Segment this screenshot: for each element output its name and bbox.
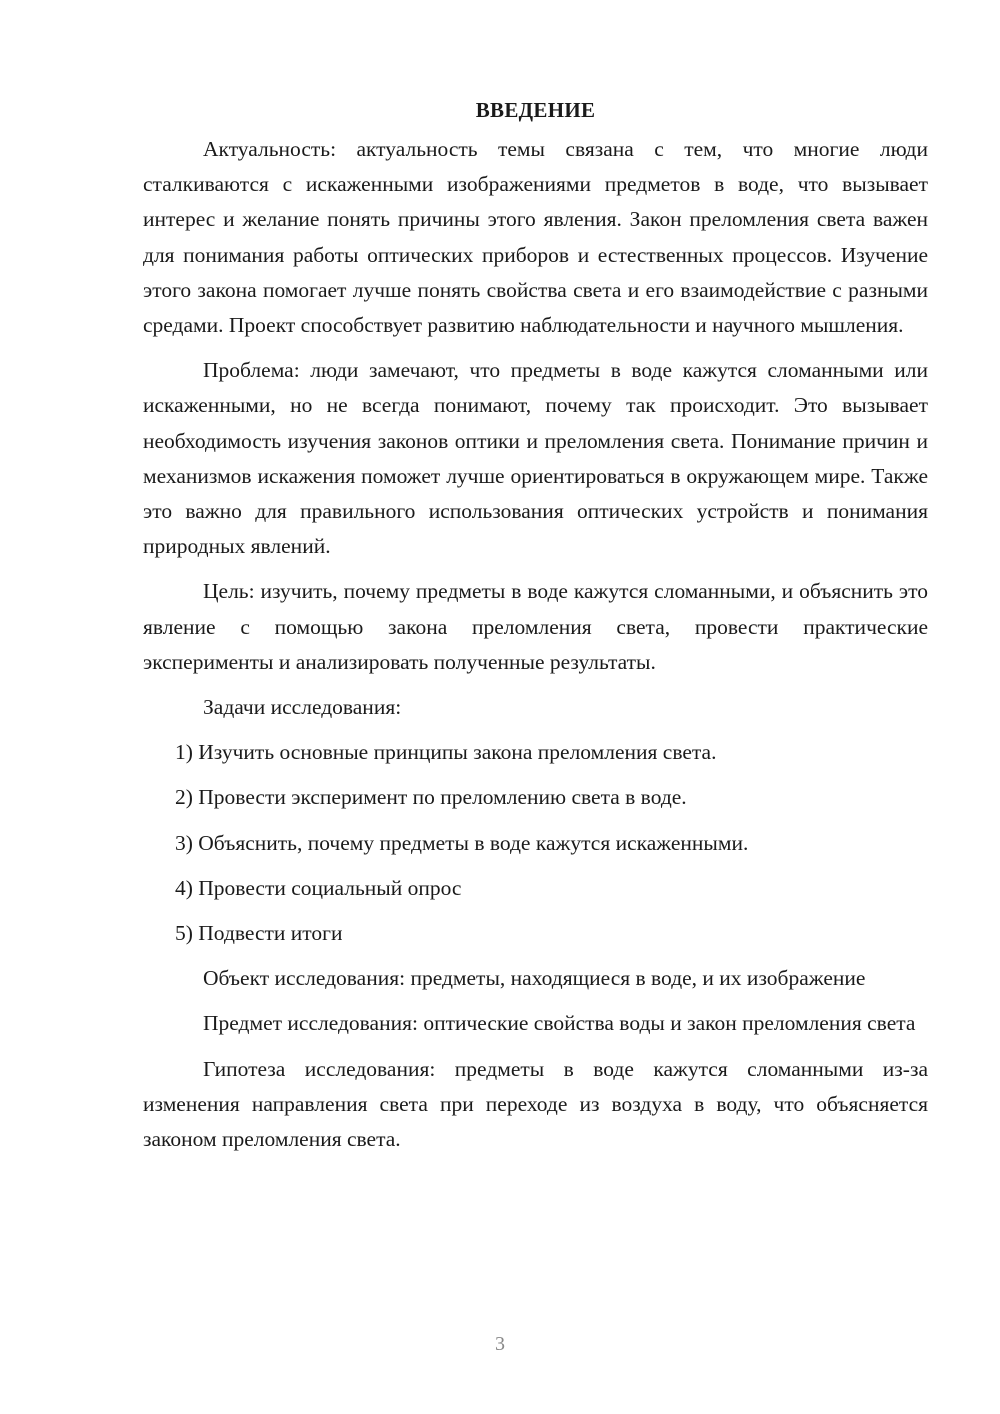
document-page [143,96,928,1167]
list-item: 3) Объяснить, почему предметы в воде кажутся искаженными. [175,830,749,855]
list-item: 5) Подвести итоги [175,921,343,946]
tasks-heading: Задачи исследования: [203,695,402,720]
paragraph-subject: Предмет исследования: оптические свойства воды и закон преломления света [203,1011,916,1036]
paragraph-object: Объект исследования: предметы, находящиеся в воде, и их изображение [203,966,866,991]
paragraph-relevance: Актуальность: актуальность темы связана с тем, что многие люди сталкиваются с искаженными изображениями предметов в воде, что вызывает интерес и желание понять причины этого явления. Закон преломления света важен для понимания работы оптических приборов и естественных процессов. Изучение этого закона помогает лучше понять свойства света и его взаимодействие с разными средами. Проект способствует развитию наблюдательности и научного мышления. [143,137,928,338]
paragraph-goal: Цель: изучить, почему предметы в воде кажутся сломанными, и объяснить это явление с помощью закона преломления света, провести практические эксперименты и анализировать полученные результаты. [143,579,928,674]
page-title: ВВЕДЕНИЕ [475,98,596,122]
list-item: 4) Провести социальный опрос [175,875,462,900]
paragraph-hypothesis: Гипотеза исследования: предметы в воде кажутся сломанными из-за изменения направления света при переходе из воздуха в воду, что объясняется законом преломления света. [143,1056,928,1152]
paragraph-problem: Проблема: люди замечают, что предметы в воде кажутся сломанными или искаженными, но не всегда понимают, почему так происходит. Это вызывает необходимость изучения законов оптики и преломления света. Понимание причин и механизмов искажения поможет лучше ориентироваться в окружающем мире. Также это важно для правильного использования оптических устройств и понимания природных явлений. [143,358,928,559]
tasks-list [143,735,928,951]
page-number: 3 [495,1333,505,1355]
list-item: 2) Провести эксперимент по преломлению света в воде. [175,785,687,810]
list-item: 1) Изучить основные принципы закона преломления света. [175,740,717,765]
